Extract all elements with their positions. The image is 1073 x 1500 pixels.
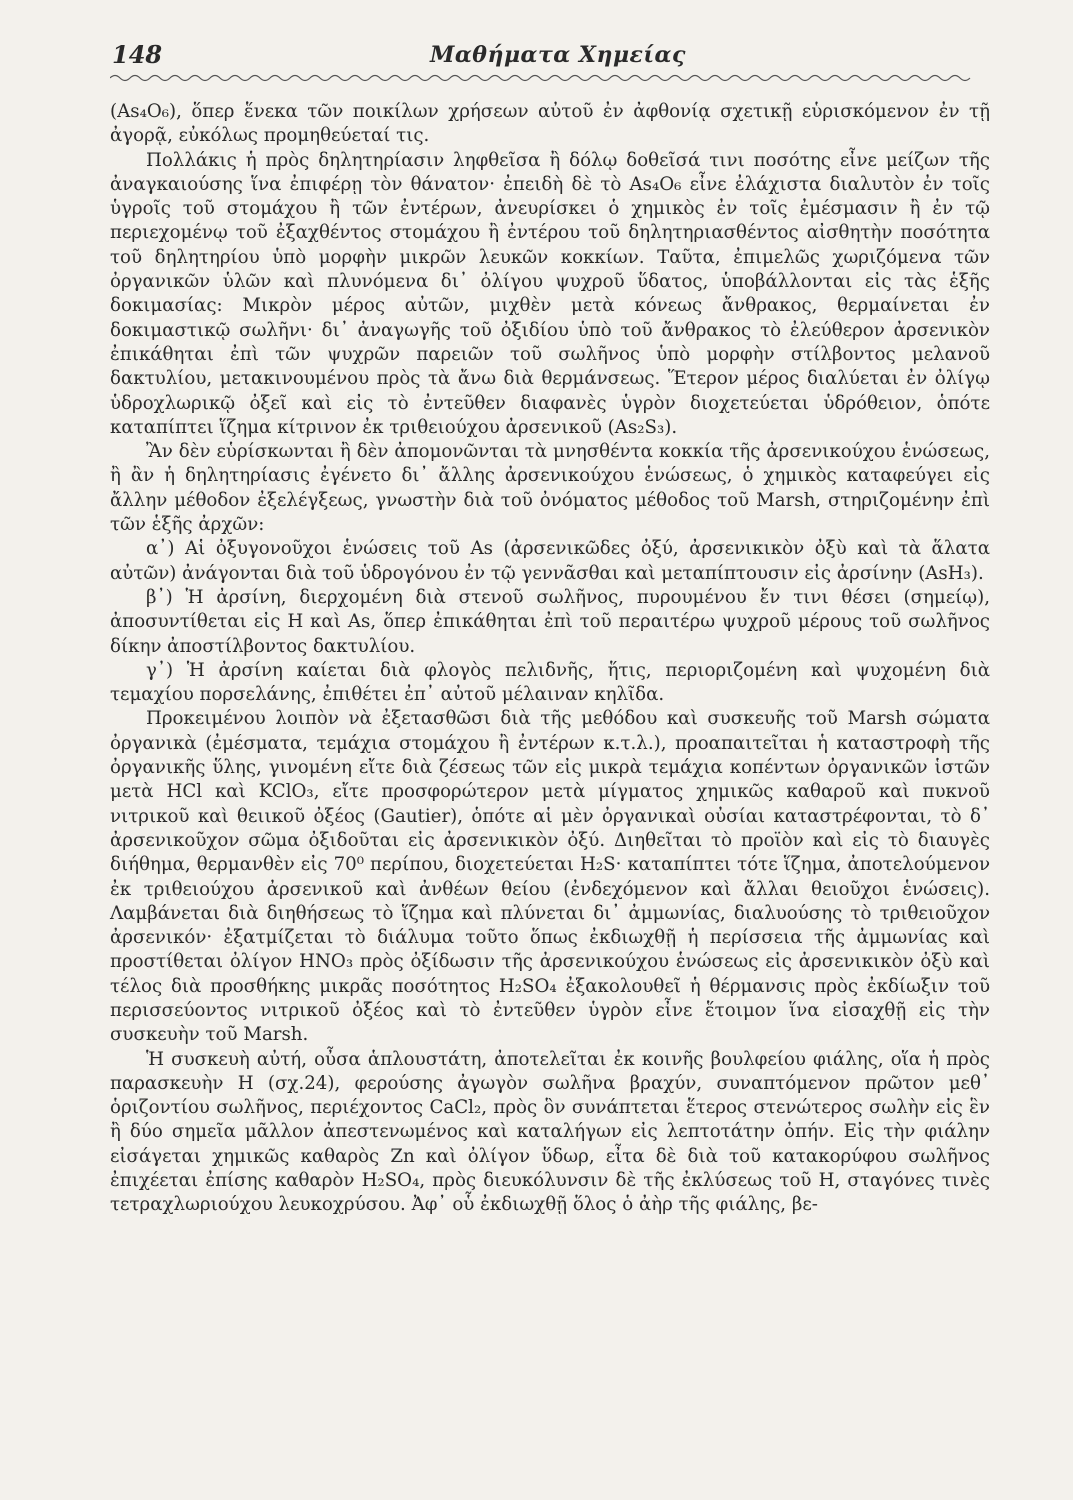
header-wavy-rule bbox=[110, 72, 980, 84]
paragraph-1: (As₄O₆), ὅπερ ἕνεκα τῶν ποικίλων χρήσεων αὐτοῦ ἐν ἀφθονίᾳ σχετικῇ εὑρισκόμενον ἐν τῇ ἀγορᾷ, εὐκόλως προμηθεύεταί τις. bbox=[110, 101, 990, 147]
paragraph-7: Προκειμένου λοιπὸν νὰ ἐξετασθῶσι διὰ τῆς μεθόδου καὶ συσκευῆς τοῦ Marsh σώματα ὀργανικὰ (ἐμέσματα, τεμάχια στομάχου ἢ ἐντέρων κ.τ.λ.), προαπαιτεῖται ἡ καταστροφὴ τῆς ὀργανικῆς ὕλης, γινομένη εἴτε διὰ ζέσεως τῶν εἰς μικρὰ τεμάχια κοπέντων ὀργανικῶν ἱστῶν μετὰ HCl καὶ KClO₃, εἴτε προσφορώτερον μετὰ μίγματος χημικῶς καθαροῦ καὶ πυκνοῦ νιτρικοῦ καὶ θειικοῦ ὀξέος (Gautier), ὁπότε αἱ μὲν ὀργανικαὶ οὐσίαι καταστρέφονται, τὸ δ᾽ ἀρσενικοῦχον σῶμα ὀξιδοῦται εἰς ἀρσενικικὸν ὀξύ. Διηθεῖται τὸ προϊὸν καὶ εἰς τὸ διαυγὲς διήθημα, θερμανθὲν εἰς 70⁰ περίπου, διοχετεύεται H₂S· καταπίπτει τότε ἵζημα, ἀποτελούμενον ἐκ τριθειούχου ἀρσενικοῦ καὶ ἀνθέων θείου (ἐνδεχόμενον καὶ ἄλλαι θειοῦχοι ἑνώσεις). Λαμβάνεται διὰ διηθήσεως τὸ ἵζημα καὶ πλύνεται δι᾽ ἀμμωνίας, διαλυούσης τὸ τριθειοῦχον ἀρσενικόν· ἐξατμίζεται τὸ διάλυμα τοῦτο ὅπως ἐκδιωχθῇ ἡ περίσσεια τῆς ἀμμωνίας καὶ προστίθεται ὀλίγον HNO₃ πρὸς ὀξίδωσιν τῆς ἀρσενικούχου ἑνώσεως εἰς ἀρσενικικὸν ὀξὺ καὶ τέλος διὰ προσθήκης μικρᾶς ποσότητος H₂SO₄ ἐξακολουθεῖ ἡ θέρμανσις πρὸς ἐκδίωξιν τοῦ περισσεύοντος νιτρικοῦ ὀξέος καὶ τὸ ἐντεῦθεν ὑγρὸν εἶνε ἕτοιμον ἵνα εἰσαχθῇ εἰς τὴν συσκευὴν τοῦ Marsh. bbox=[110, 708, 990, 1046]
principle-c: γ᾽) Ἡ ἀρσίνη καίεται διὰ φλογὸς πελιδνῆς, ἥτις, περιοριζομένη καὶ ψυχομένη διὰ τεμαχίου πορσελάνης, ἐπιθέτει ἐπ᾽ αὐτοῦ μέλαιναν κηλῖδα. bbox=[110, 659, 990, 706]
running-title: Μαθήματα Χημείας bbox=[430, 42, 686, 68]
page bbox=[110, 30, 990, 1218]
paragraph-8: Ἡ συσκευὴ αὐτή, οὖσα ἁπλουστάτη, ἀποτελεῖται ἐκ κοινῆς βουλφείου φιάλης, οἵα ἡ πρὸς παρασκευὴν H (σχ.24), φερούσης ἀγωγὸν σωλῆνα βραχύν, συναπτόμενον πρῶτον μεθ᾽ ὁριζοντίου σωλῆνος, περιέχοντος CaCl₂, πρὸς ὃν συνάπτεται ἕτερος στενώτερος σωλὴν εἰς ἓν ἢ δύο σημεῖα μᾶλλον ἀπεστενωμένος καὶ καταλήγων εἰς λεπτοτάτην ὀπήν. Εἰς τὴν φιάλην εἰσάγεται χημικῶς καθαρὸς Zn καὶ ὀλίγον ὕδωρ, εἶτα δὲ διὰ τοῦ κατακορύφου σωλῆνος ἐπιχέεται ἐπίσης καθαρὸν H₂SO₄, πρὸς διευκόλυνσιν δὲ τῆς ἐκλύσεως τοῦ H, σταγόνες τινὲς τετραχλωριούχου λευκοχρύσου. Ἀφ᾽ οὗ ἐκδιωχθῇ ὅλος ὁ ἀὴρ τῆς φιάλης, βε- bbox=[110, 1048, 990, 1216]
principle-a: α᾽) Αἱ ὀξυγονοῦχοι ἑνώσεις τοῦ As (ἀρσενικῶδες ὀξύ, ἀρσενικικὸν ὀξὺ καὶ τὰ ἅλατα αὐτῶν) ἀνάγονται διὰ τοῦ ὑδρογόνου ἐν τῷ γεννᾶσθαι καὶ μεταπίπτουσιν εἰς ἀρσίνην (AsH₃). bbox=[110, 538, 990, 584]
paragraph-2: Πολλάκις ἡ πρὸς δηλητηρίασιν ληφθεῖσα ἢ δόλῳ δοθεῖσά τινι ποσότης εἶνε μείζων τῆς ἀναγκαιούσης ἵνα ἐπιφέρῃ τὸν θάνατον· ἐπειδὴ δὲ τὸ As₄O₆ εἶνε ἐλάχιστα διαλυτὸν ἐν τοῖς ὑγροῖς τοῦ στομάχου ἢ τῶν ἐντέρων, ἀνευρίσκει ὁ χημικὸς ἐν τοῖς ἐμέσμασιν ἢ ἐν τῷ περιεχομένῳ τοῦ ἐξαχθέντος στομάχου ἢ ἐντέρου τοῦ δηλητηριασθέντος αἰσθητὴν ποσότητα τοῦ δηλητηρίου ὑπὸ μορφὴν μικρῶν λευκῶν κοκκίων. Ταῦτα, ἐπιμελῶς χωριζόμενα τῶν ὀργανικῶν ὑλῶν καὶ πλυνόμενα δι᾽ ὀλίγου ψυχροῦ ὕδατος, ὑποβάλλονται εἰς τὰς ἑξῆς δοκιμασίας: Μικρὸν μέρος αὐτῶν, μιχθὲν μετὰ κόνεως ἄνθρακος, θερμαίνεται ἐν δοκιμαστικῷ σωλῆνι· δι᾽ ἀναγωγῆς τοῦ ὀξιδίου ὑπὸ τοῦ ἄνθρακος τὸ ἐλεύθερον ἀρσενικὸν ἐπικάθηται ἐπὶ τῶν ψυχρῶν παρειῶν τοῦ σωλῆνος ὑπὸ μορφὴν στίλβοντος μελανοῦ δακτυλίου, μετακινουμένου πρὸς τὰ ἄνω διὰ θερμάνσεως. Ἕτερον μέρος διαλύεται ἐν ὀλίγῳ ὑδροχλωρικῷ ὀξεῖ καὶ εἰς τὸ ἐντεῦθεν διαφανὲς ὑγρὸν διοχετεύεται ὑδρόθειον, ὁπότε καταπίπτει ἵζημα κίτρινον ἐκ τριθειούχου ἀρσενικοῦ (As₂S₃). bbox=[110, 149, 990, 438]
paragraph-3: Ἂν δὲν εὑρίσκωνται ἢ δὲν ἀπομονῶνται τὰ μνησθέντα κοκκία τῆς ἀρσενικούχου ἑνώσεως, ἢ ἂν ἡ δηλητηρίασις ἐγένετο δι᾽ ἄλλης ἀρσενικούχου ἑνώσεως, ὁ χημικὸς καταφεύγει εἰς ἄλλην μέθοδον ἐξελέγξεως, γνωστὴν διὰ τοῦ ὀνόματος μέθοδος τοῦ Marsh, στηριζομένην ἐπὶ τῶν ἑξῆς ἀρχῶν: bbox=[110, 441, 990, 536]
principle-b: β᾽) Ἡ ἀρσίνη, διερχομένη διὰ στενοῦ σωλῆνος, πυρουμένου ἔν τινι θέσει (σημείῳ), ἀποσυντίθεται εἰς H καὶ As, ὅπερ ἐπικάθηται ἐπὶ τοῦ περαιτέρω ψυχροῦ μέρους τοῦ σωλῆνος δίκην ἀποστίλβοντος δακτυλίου. bbox=[110, 586, 990, 657]
page-header bbox=[110, 30, 990, 70]
body-text bbox=[110, 100, 990, 1218]
page-number: 148 bbox=[112, 40, 163, 69]
